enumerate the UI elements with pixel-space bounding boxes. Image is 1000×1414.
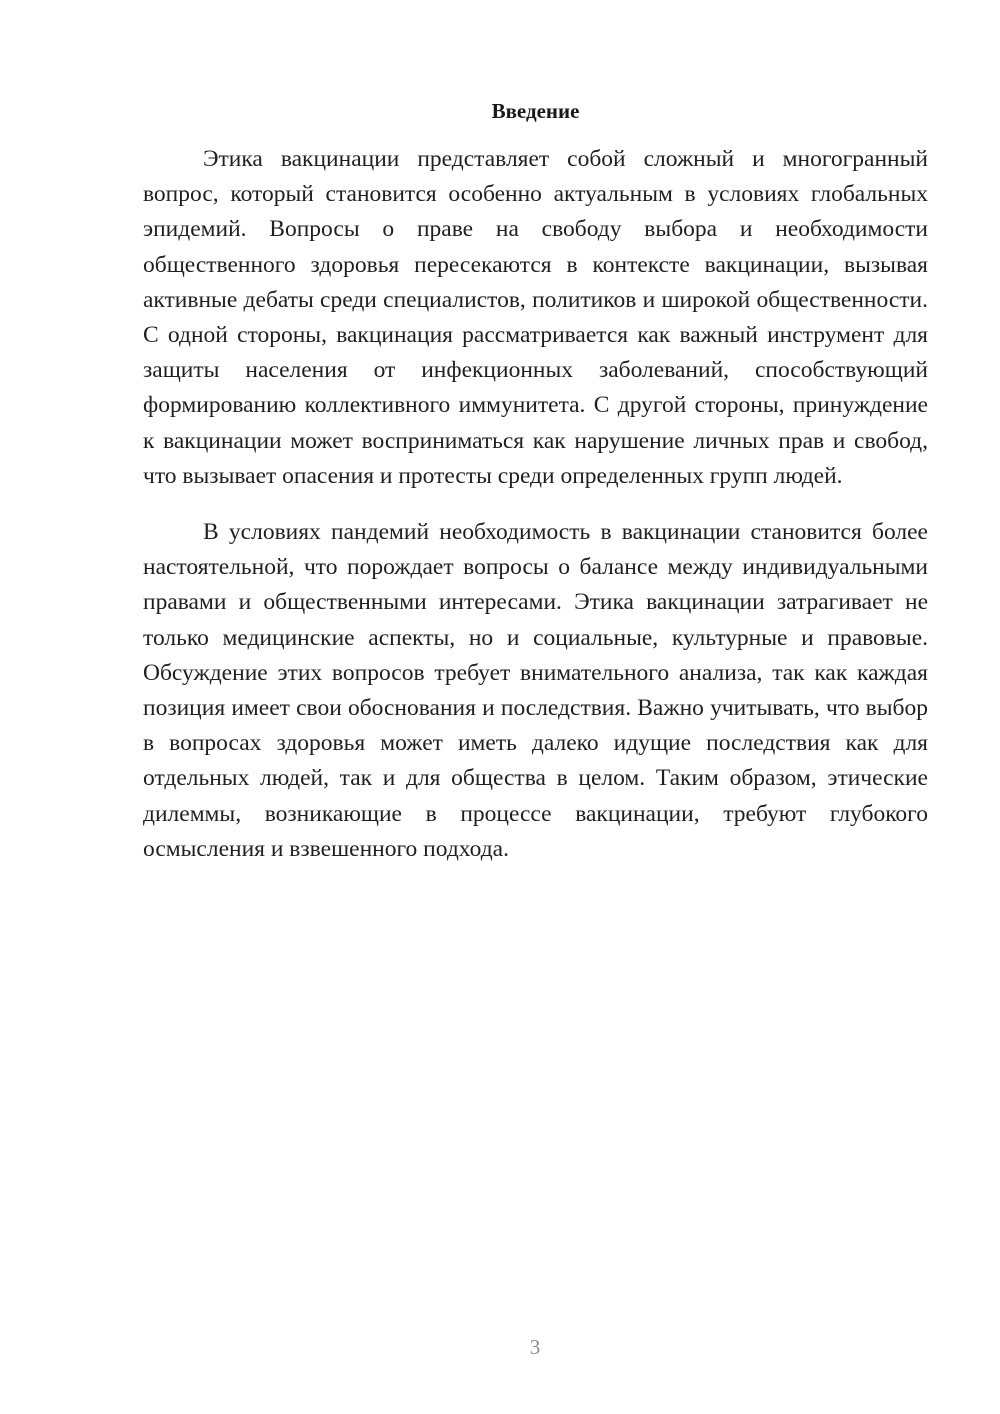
page-title: Введение <box>491 99 580 123</box>
paragraph-2: В условиях пандемий необходимость в вакцинации становится более настоятельной, что порождает вопросы о балансе между индивидуальными правами и общественными интересами. Этика вакцинации затрагивает не только медицинские аспекты, но и социальные, культурные и правовые. Обсуждение этих вопросов требует внимательного анализа, так как каждая позиция имеет свои обоснования и последствия. Важно учитывать, что выбор в вопросах здоровья может иметь далеко идущие последствия как для отдельных людей, так и для общества в целом. Таким образом, этические дилеммы, возникающие в процессе вакцинации, требуют глубокого осмысления и взвешенного подхода. <box>143 519 928 862</box>
page-number: 3 <box>529 1335 541 1359</box>
document-body <box>143 142 928 867</box>
paragraph-1: Этика вакцинации представляет собой сложный и многогранный вопрос, который становится особенно актуальным в условиях глобальных эпидемий. Вопросы о праве на свободу выбора и необходимости общественного здоровья пересекаются в контексте вакцинации, вызывая активные дебаты среди специалистов, политиков и широкой общественности. С одной стороны, вакцинация рассматривается как важный инструмент для защиты населения от инфекционных заболеваний, способствующий формированию коллективного иммунитета. С другой стороны, принуждение к вакцинации может восприниматься как нарушение личных прав и свобод, что вызывает опасения и протесты среди определенных групп людей. <box>143 146 928 489</box>
